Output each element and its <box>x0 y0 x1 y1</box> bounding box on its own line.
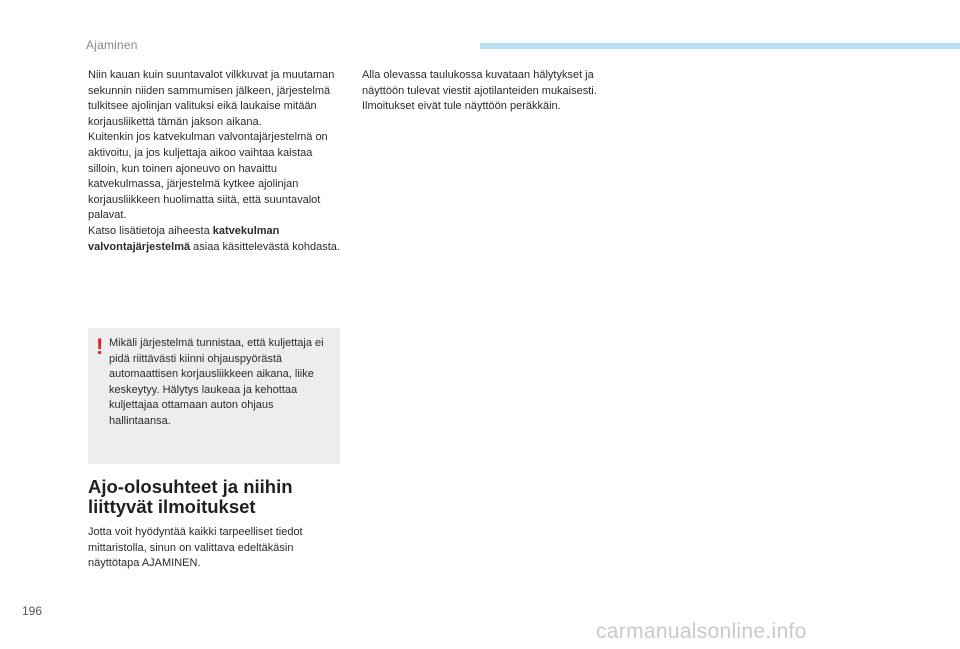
header-accent-bar <box>480 43 960 49</box>
right-column <box>362 68 612 115</box>
section-title <box>88 477 348 517</box>
warning-text: Mikäli järjestelmä tunnistaa, että kuljettaja ei pidä riittävästi kiinni ohjauspyörästä automaattisen korjausliikkeen aikana, liike keskeytyy. Hälytys laukeaa ja kehottaa kuljettajaa ottamaan auton ohjaus hallintaansa. <box>109 337 324 427</box>
watermark: carmanualsonline.info <box>596 620 807 643</box>
warning-icon: ! <box>96 334 104 359</box>
see-more-link-text: katvekulman valvontajärjestelmä <box>88 224 280 253</box>
section-title-line1: Ajo-olosuhteet ja niihin <box>88 476 293 497</box>
section-header: Ajaminen <box>86 38 138 52</box>
see-more-suffix: asiaa käsittelevästä kohdasta. <box>190 240 340 253</box>
see-more-prefix: Katso lisätietoja aiheesta <box>88 224 213 237</box>
section-text: Jotta voit hyödyntää kaikki tarpeelliset tiedot mittaristolla, sinun on valittava edeltäkäsin näyttötapa AJAMINEN. <box>88 526 303 570</box>
page-number: 196 <box>22 604 43 618</box>
warning-box <box>88 328 340 464</box>
paragraph-blind-spot: Kuitenkin jos katvekulman valvontajärjestelmä on aktivoitu, ja jos kuljettaja aikoo vaihtaa kaistaa silloin, kun toinen ajoneuvo on havaittu katvekulmassa, järjestelmä kytkee ajolinjan korjausliikkeen huolimatta siitä, että suuntavalot palavat. <box>88 131 328 222</box>
paragraph-turn-signals: Niin kauan kuin suuntavalot vilkkuvat ja muutaman sekunnin niiden sammumisen jälkeen, järjestelmä tulkitsee ajolinjan valituksi eikä laukaise mitään korjausliikettä tämän jakson aikana. <box>88 69 335 128</box>
section-title-line2: liittyvät ilmoitukset <box>88 496 256 517</box>
left-column <box>88 68 343 255</box>
paragraph-not-sequential: Ilmoitukset eivät tule näyttöön peräkkäin. <box>362 100 561 113</box>
paragraph-table-intro: Alla olevassa taulukossa kuvataan hälytykset ja näyttöön tulevat viestit ajotilanteiden mukaisesti. <box>362 69 597 97</box>
paragraph-see-more <box>88 224 343 255</box>
